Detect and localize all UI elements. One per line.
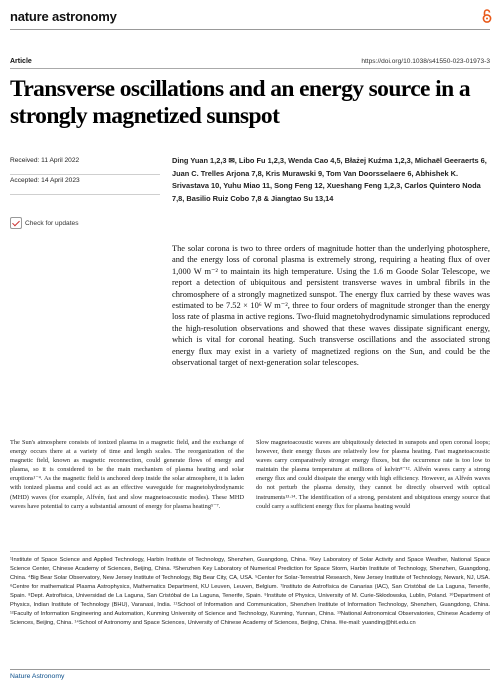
doi-link[interactable]: https://doi.org/10.1038/s41550-023-01973-3 (361, 58, 490, 65)
body-text-left: The Sun's atmosphere consists of ionized plasma in a magnetic field, and the exchange of energy occurs there at a variety of time and length scales. The reorganization of the magnetic field, known as magnetic reconnection, could generate flows of energy and plasma, so it is considered to be the main mechanism of plasma heating and solar eruptions¹⁻⁴. As the magnetic field is anchored deep inside the solar atmosphere, it is laden with ionized plasma and could act as an effective waveguide for magnetohydrodynamic (MHD) waves (for example, Alfvén, fast and slow magnetoacoustic modes). These MHD waves have potential to carry a substantial amount of energy for plasma heating⁵⁻⁷. (10, 439, 244, 510)
footer-journal: Nature Astronomy (10, 673, 65, 680)
check-icon (10, 217, 22, 229)
affiliations-rule (10, 551, 490, 552)
received-date: Received: 11 April 2022 (10, 155, 160, 175)
footer-rule (10, 669, 490, 670)
open-access-icon (482, 9, 492, 23)
journal-name: nature astronomy (10, 9, 117, 24)
header-rule (10, 29, 490, 30)
doi-rule (10, 68, 490, 69)
author-list: Ding Yuan 1,2,3 ✉, Libo Fu 1,2,3, Wenda Cao 4,5, Błażej Kuźma 1,2,3, Michaël Geeraerts 6, Juan C. Trelles Arjona 7,8, Kris Murawski 9, Tom Van Doorsselaere 6, Abhishek K. Srivastava 10, Yuhu Miao 11, Song Feng 12, Xueshang Feng 1,2,3, Carlos Quintero Noda 7,8, Basilio Ruiz Cobo 7,8 & Jiangtao Su 13,14 (172, 156, 487, 203)
check-updates-link[interactable] (10, 217, 79, 229)
check-updates-label: Check for updates (25, 219, 79, 227)
article-type: Article (10, 58, 32, 65)
affiliations: ¹Institute of Space Science and Applied Technology, Harbin Institute of Technology, Shenzhen, Guangdong, China. ²Key Laboratory of Solar Activity and Space Weather, National Space Science Center, Chinese Academy of Sciences, Beijing, China. ³Shenzhen Key Laboratory of Numerical Prediction for Space Storm, Harbin Institute of Technology, Shenzhen, Guangdong, China. ⁴Big Bear Solar Observatory, New Jersey Institute of Technology, Big Bear City, CA, USA. ⁵Center for Solar-Terrestrial Research, New Jersey Institute of Technology, Newark, NJ, USA. ⁶Centre for mathematical Plasma Astrophysics, Mathematics Department, KU Leuven, Leuven, Belgium. ⁷Instituto de Astrofísica de Canarias (IAC), San Cristóbal de La Laguna, Tenerife, Spain. ⁸Dept. Astrofísica, Universidad de La Laguna, San Cristóbal de La Laguna, Tenerife, Spain. ⁹Institute of Physics, University of M. Curie-Skłodowska, Lublin, Poland. ¹⁰Department of Physics, Indian Institute of Technology (BHU), Varanasi, India. ¹¹School of Information and Communication, Shenzhen Institute of Information Technology, Shenzhen, Guangdong, China. ¹²Faculty of Information Engineering and Automation, Kunming University of Science and Technology, Kunming, Yunnan, China. ¹³National Astronomical Observatories, Chinese Academy of Sciences, Beijing, China. ¹⁴School of Astronomy and Space Sciences, University of Chinese Academy of Sciences, Beijing, China. ✉e-mail: yuanding@hit.edu.cn (10, 557, 490, 626)
abstract: The solar corona is two to three orders of magnitude hotter than the underlying photosphere, and the energy loss of coronal plasma is extremely strong, requiring a heating flux of over 1,000 W m⁻² to maintain its high temperature. Using the 1.6 m Goode Solar Telescope, we report a detection of ubiquitous and persistent transverse waves in umbral fibrils in the chromosphere of a strongly magnetized sunspot. The energy flux carried by these waves was estimated to be 7.52 × 10⁶ W m⁻², three to four orders of magnitude stronger than the energy loss rate of plasma in active regions. Two-fluid magnetohydrodynamic simulations reproduced the high-resolution observations and showed that these waves dissipate significant energy, which is vital for coronal heating. Such transverse oscillations and the associated strong energy flux may exist in a variety of magnetized regions on the Sun, and could be the observational target of next-generation solar telescopes. (172, 244, 490, 368)
article-title: Transverse oscillations and an energy source in a strongly magnetized sunspot (10, 76, 470, 129)
body-text-right: Slow magnetoacoustic waves are ubiquitously detected in sunspots and open coronal loops; however, their energy fluxes are relatively low for plasma heating. Fast magnetoacoustic waves carry comparatively stronger energy fluxes, but the occurrence rate is too low to maintain the plasma temperature at millions of kelvin⁸⁻¹². Alfvén waves carry a strong energy flux and could dissipate the energy with high efficiency. However, as Alfvén waves do not perturb the plasma density, they cannot be directly observed with optical instruments¹³·¹⁴. The identification of a strong, persistent and ubiquitous energy source that could carry a sufficient energy flux for plasma heating would (256, 439, 490, 510)
article-dates (10, 155, 160, 195)
accepted-date: Accepted: 14 April 2023 (10, 175, 160, 195)
